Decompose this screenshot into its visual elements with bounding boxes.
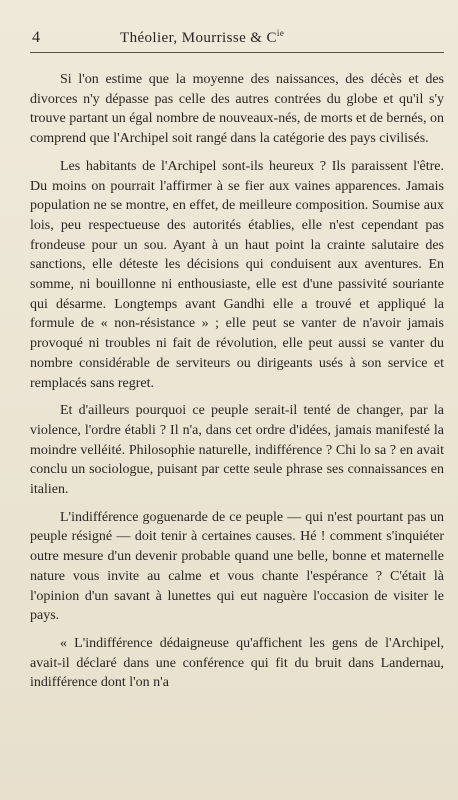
paragraph: Les habitants de l'Archipel sont-ils heureux ? Ils paraissent l'être. Du moins on pourrait l'affirmer à se fier aux vaines apparences. Jamais population ne se montre, en effet, de meilleure composition. Soumise aux lois, peu respectueuse des autorités établies, elle n'est cependant pas frondeuse pour un sou. Ayant à un haut point la crainte salutaire des sanctions, elle déteste les décisions qui conduisent aux aventures. En somme, ni bouillonne ni enthousiaste, elle est d'une passivité souriante qui désarme. Longtemps avant Gandhi elle a trouvé et appliqué la formule de « non-résistance » ; elle peut se vanter de n'avoir jamais provoqué ni troubles ni fait de révolution, elle peut aussi se vanter du nombre considérable de serviteurs ou dirigeants usés à son service et remplacés sans regret. (30, 158, 444, 391)
running-head-text: Théolier, Mourrisse & C (120, 30, 277, 46)
paragraph: « L'indifférence dédaigneuse qu'affichent les gens de l'Archipel, avait-il déclaré dans une conférence qui fit du bruit dans Landernau, indifférence dont l'on n'a (30, 635, 444, 691)
paragraph: L'indifférence goguenarde de ce peuple — qui n'est pourtant pas un peuple résigné — doit tenir à certaines causes. Hé ! comment s'inquiéter outre mesure d'un devenir probable quand une belle, bonne et maternelle nature vous invite au calme et vous chante l'espérance ? C'était là l'opinion d'un savant à lunettes qui eut naguère l'occasion de visiter le pays. (30, 509, 444, 624)
paragraph: Si l'on estime que la moyenne des naissances, des décès et des divorces n'y dépasse pas celle des autres contrées du globe et qu'il s'y trouve partant un égal nombre de nouveaux-nés, de morts et de bernés, on comprend que l'Archipel soit rangé dans la catégorie des pays civilisés. (30, 72, 444, 147)
running-head (92, 28, 444, 47)
paragraph: Et d'ailleurs pourquoi ce peuple serait-il tenté de changer, par la violence, l'ordre établi ? Il n'a, dans cet ordre d'idées, jamais manifesté la moindre velléité. Philosophie naturelle, indifférence ? Chi lo sa ? en avait conclu un sociologue, puisant par cette seule phrase ses connaissances en italien. (30, 403, 444, 498)
running-head-superscript: ie (276, 28, 285, 38)
page-header (32, 28, 444, 50)
header-rule (30, 52, 444, 53)
page-number: 4 (32, 29, 40, 46)
body-text (30, 70, 444, 693)
